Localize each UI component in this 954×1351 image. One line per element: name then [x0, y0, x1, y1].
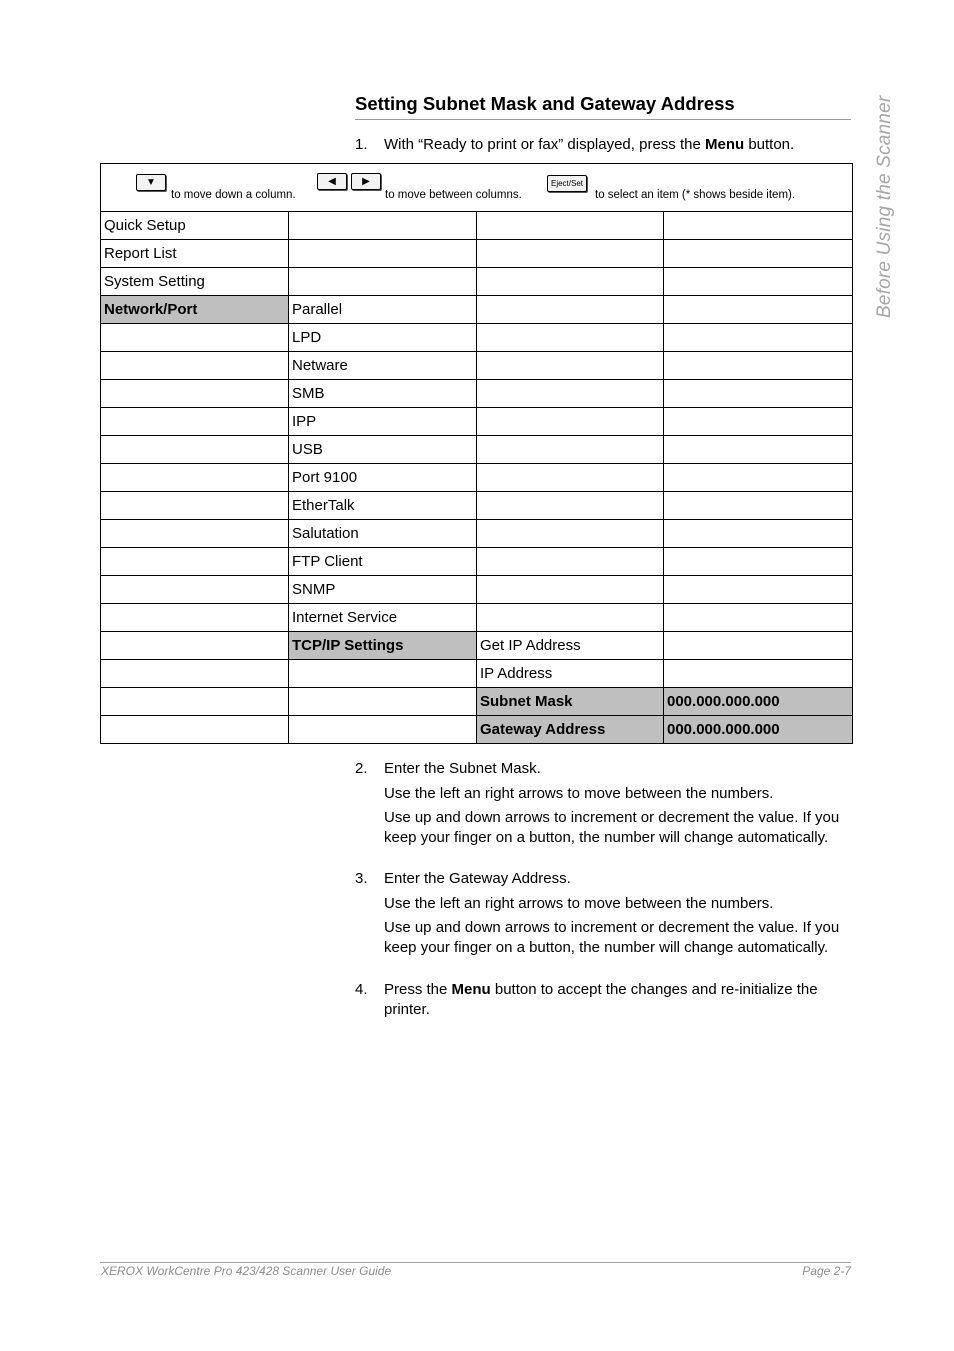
legend-down-text: to move down a column.: [171, 188, 296, 201]
menu-cell: [664, 352, 853, 380]
menu-row: [101, 548, 853, 576]
menu-cell: [289, 688, 477, 716]
menu-cell: [101, 520, 289, 548]
left-arrow-key-icon: ◀: [317, 173, 347, 190]
menu-cell: [101, 688, 289, 716]
step-paragraph: Use the left an right arrows to move between the numbers.: [384, 784, 774, 802]
menu-cell: [664, 268, 853, 296]
menu-cell: [101, 408, 289, 436]
menu-cell: [477, 212, 664, 240]
menu-cell: [664, 632, 853, 660]
menu-cell: [477, 604, 664, 632]
step-paragraph: Use up and down arrows to increment or decrement the value. If you keep your finger on a button, the number will change automatically.: [384, 919, 840, 956]
down-arrow-key-icon: ▼: [136, 174, 166, 191]
step-1: [355, 135, 851, 157]
menu-row: [101, 464, 853, 492]
menu-row: [101, 520, 853, 548]
menu-cell: [289, 268, 477, 296]
menu-cell: [477, 576, 664, 604]
menu-cell: SMB: [289, 380, 477, 408]
menu-row: [101, 436, 853, 464]
menu-cell: Internet Service: [289, 604, 477, 632]
menu-cell: Port 9100: [289, 464, 477, 492]
menu-row: [101, 660, 853, 688]
menu-cell: Salutation: [289, 520, 477, 548]
menu-row: [101, 380, 853, 408]
legend-between-text: to move between columns.: [385, 188, 522, 201]
step-number: 1.: [355, 136, 368, 153]
menu-cell: [477, 492, 664, 520]
menu-cell: [289, 212, 477, 240]
menu-cell: [477, 296, 664, 324]
menu-cell: [101, 436, 289, 464]
menu-cell: USB: [289, 436, 477, 464]
menu-tree-table: [100, 163, 853, 744]
menu-cell: [664, 660, 853, 688]
menu-cell: [101, 660, 289, 688]
menu-cell: [664, 548, 853, 576]
menu-cell: [289, 716, 477, 744]
key-legend-row: [101, 164, 853, 212]
menu-cell: [664, 408, 853, 436]
right-arrow-key-icon: ▶: [351, 173, 381, 190]
side-section-title: Before Using the Scanner: [874, 95, 895, 318]
menu-row: [101, 688, 853, 716]
menu-cell: [101, 352, 289, 380]
menu-cell: EtherTalk: [289, 492, 477, 520]
menu-cell: [477, 464, 664, 492]
menu-cell: System Setting: [101, 268, 289, 296]
menu-row: [101, 604, 853, 632]
footer-divider: [100, 1262, 851, 1263]
menu-cell: [664, 604, 853, 632]
menu-cell: IP Address: [477, 660, 664, 688]
menu-cell: [664, 492, 853, 520]
menu-cell: Parallel: [289, 296, 477, 324]
menu-cell: LPD: [289, 324, 477, 352]
menu-cell: 000.000.000.000: [664, 688, 853, 716]
menu-row: [101, 268, 853, 296]
menu-row: [101, 576, 853, 604]
key-legend: [101, 165, 851, 211]
menu-cell: [477, 268, 664, 296]
menu-cell: [664, 436, 853, 464]
step-paragraph: Use up and down arrows to increment or decrement the value. If you keep your finger on a button, the number will change automatically.: [384, 809, 840, 846]
menu-cell: [477, 240, 664, 268]
menu-row: [101, 296, 853, 324]
menu-cell: SNMP: [289, 576, 477, 604]
step-number: 3.: [355, 870, 368, 887]
step-paragraph: Use the left an right arrows to move between the numbers.: [384, 894, 774, 912]
footer-document-title: XEROX WorkCentre Pro 423/428 Scanner User Guide: [101, 1264, 392, 1278]
step-title: Enter the Gateway Address.: [384, 870, 571, 887]
menu-cell: Quick Setup: [101, 212, 289, 240]
menu-cell: IPP: [289, 408, 477, 436]
menu-cell: [101, 576, 289, 604]
menu-cell: [101, 548, 289, 576]
menu-row: [101, 212, 853, 240]
menu-cell: [289, 660, 477, 688]
menu-cell: [289, 240, 477, 268]
menu-cell: [477, 436, 664, 464]
menu-cell: Netware: [289, 352, 477, 380]
footer-page-number: Page 2-7: [802, 1264, 851, 1278]
legend-select-text: to select an item (* shows beside item).: [595, 188, 796, 201]
section-title: Setting Subnet Mask and Gateway Address: [355, 93, 851, 120]
menu-row: [101, 352, 853, 380]
menu-cell: [477, 352, 664, 380]
menu-cell: Get IP Address: [477, 632, 664, 660]
step-number: 2.: [355, 760, 368, 777]
menu-cell: [477, 380, 664, 408]
menu-cell: [101, 464, 289, 492]
menu-cell: Network/Port: [101, 296, 289, 324]
menu-cell: [477, 408, 664, 436]
menu-cell: [477, 520, 664, 548]
menu-cell: [664, 520, 853, 548]
menu-row: [101, 716, 853, 744]
menu-cell: [664, 576, 853, 604]
step-text: With “Ready to print or fax” displayed, press the Menu button.: [384, 136, 795, 153]
menu-cell: Gateway Address: [477, 716, 664, 744]
menu-cell: [101, 492, 289, 520]
menu-cell: 000.000.000.000: [664, 716, 853, 744]
eject-set-key-icon: Eject/Set: [547, 175, 587, 192]
menu-row: [101, 408, 853, 436]
menu-cell: [664, 212, 853, 240]
menu-cell: [101, 632, 289, 660]
menu-cell: [664, 380, 853, 408]
step-title: Enter the Subnet Mask.: [384, 760, 541, 777]
menu-cell: Subnet Mask: [477, 688, 664, 716]
step-paragraph: Press the Menu button to accept the changes and re-initialize the printer.: [384, 981, 818, 1018]
step-number: 4.: [355, 981, 368, 998]
menu-cell: Report List: [101, 240, 289, 268]
menu-row: [101, 492, 853, 520]
menu-cell: [477, 324, 664, 352]
menu-cell: [664, 324, 853, 352]
menu-cell: [101, 380, 289, 408]
menu-row: [101, 240, 853, 268]
menu-cell: [664, 296, 853, 324]
menu-cell: FTP Client: [289, 548, 477, 576]
menu-cell: [101, 716, 289, 744]
menu-cell: [664, 464, 853, 492]
menu-row: [101, 324, 853, 352]
menu-cell: [477, 548, 664, 576]
menu-cell: [664, 240, 853, 268]
menu-row: [101, 632, 853, 660]
menu-cell: [101, 324, 289, 352]
menu-cell: TCP/IP Settings: [289, 632, 477, 660]
menu-cell: [101, 604, 289, 632]
